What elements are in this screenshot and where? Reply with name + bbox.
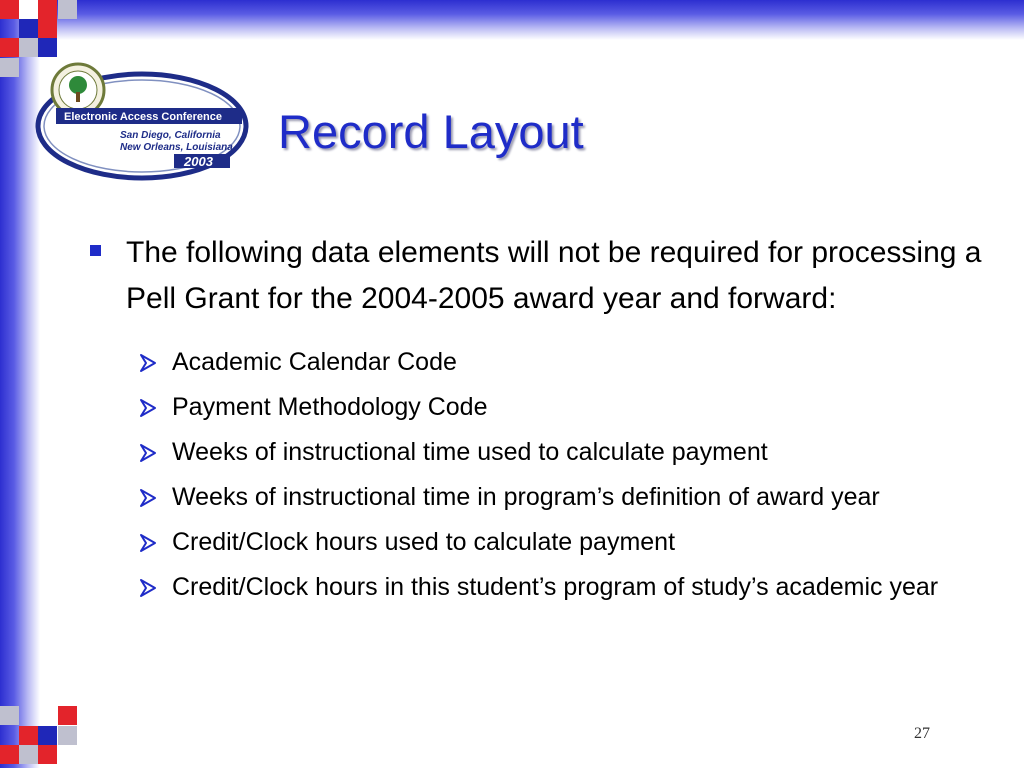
- square-bullet-icon: [90, 245, 101, 256]
- conference-logo: [34, 62, 250, 182]
- sub-bullet-text: Payment Methodology Code: [172, 393, 488, 421]
- sub-bullet-item: [138, 479, 1010, 515]
- sub-bullet-item: [138, 344, 1010, 380]
- arrow-bullet-icon: [138, 353, 158, 373]
- arrow-bullet-icon: [138, 533, 158, 553]
- logo-banner-text: Electronic Access Conference: [64, 111, 222, 123]
- arrow-bullet-icon: [138, 398, 158, 418]
- sub-bullet-item: [138, 389, 1010, 425]
- sub-bullet-text: Credit/Clock hours used to calculate payment: [172, 528, 676, 556]
- sub-bullet-text: Weeks of instructional time in program’s definition of award year: [172, 483, 880, 511]
- sub-bullet-text: Academic Calendar Code: [172, 348, 457, 376]
- sub-bullet-item: [138, 524, 1010, 560]
- main-bullet-text: The following data elements will not be required for processing a Pell Grant for the 2004-2005 award year and forward:: [126, 236, 982, 315]
- page-number: 27: [914, 725, 930, 742]
- main-bullet: [90, 230, 1010, 322]
- arrow-bullet-icon: [138, 488, 158, 508]
- logo-line2: New Orleans, Louisiana: [120, 142, 233, 153]
- top-gradient-band: [0, 0, 1024, 40]
- logo-line1: San Diego, California: [120, 130, 221, 141]
- sub-bullet-text: Credit/Clock hours in this student’s program of study’s academic year: [172, 573, 939, 601]
- arrow-bullet-icon: [138, 578, 158, 598]
- logo-year: 2003: [184, 154, 213, 169]
- sub-bullet-text: Weeks of instructional time used to calculate payment: [172, 438, 768, 466]
- sub-bullet-item: [138, 434, 1010, 470]
- bullet-list: [90, 230, 1010, 614]
- sub-bullet-list: [90, 344, 1010, 605]
- sub-bullet-item: [138, 569, 1010, 605]
- arrow-bullet-icon: [138, 443, 158, 463]
- page-title: Record Layout: [278, 105, 584, 158]
